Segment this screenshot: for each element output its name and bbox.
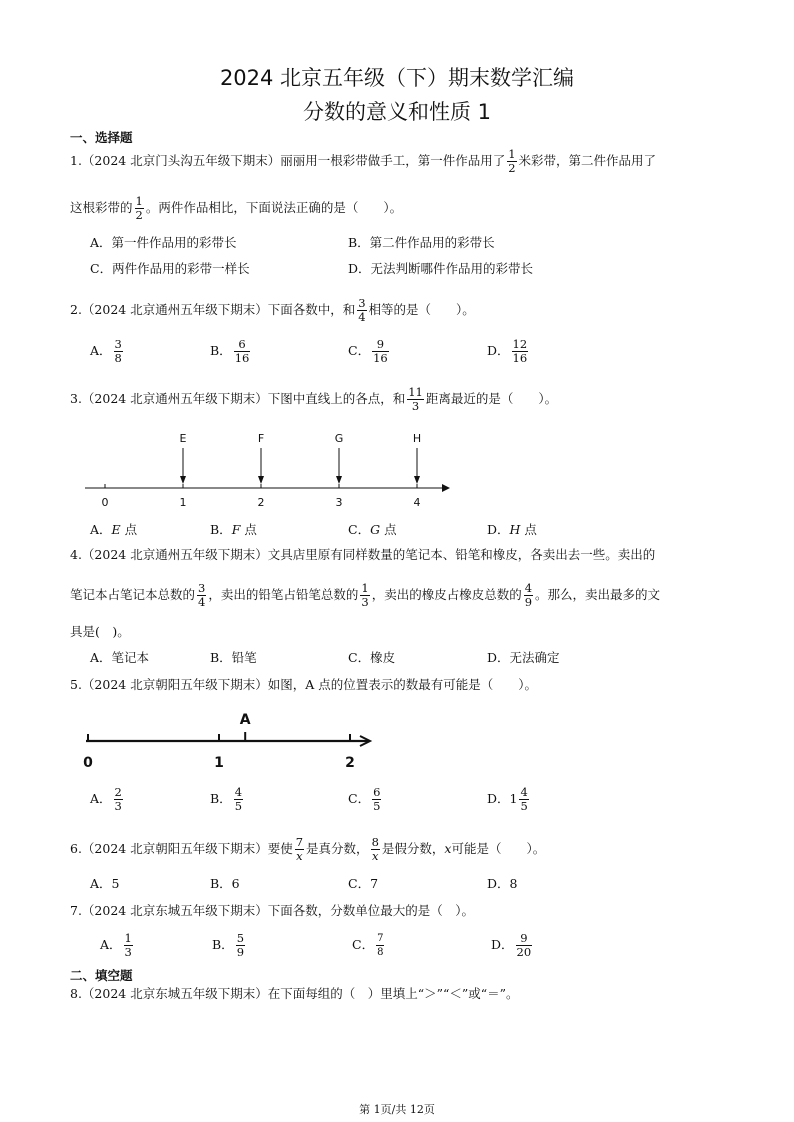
- q7-option-a[interactable]: A． $\frac{1}{3}$: [100, 931, 132, 959]
- question-2: 2.（2024 北京通州五年级下期末）下面各数中，和 $\frac{3}{4}$ 相等的是（ ）。: [70, 296, 475, 324]
- q6-option-d[interactable]: D．8: [487, 876, 518, 891]
- q3-tick-label: 4: [413, 496, 421, 509]
- question-4: 4.（2024 北京通州五年级下期末）文具店里原有同样数量的笔记本、铅笔和橡皮，各卖出去一些。卖出的: [70, 547, 656, 562]
- page-number: 第 1页/共 12页: [359, 1103, 435, 1116]
- q3-tick-label: 2: [257, 496, 265, 509]
- q2-option-b[interactable]: B． $\frac{6}{16}$: [210, 337, 250, 365]
- q2-option-d[interactable]: D． $\frac{12}{16}$: [487, 337, 528, 365]
- section-heading-fill: 二、填空题: [70, 968, 133, 983]
- q1-option-b[interactable]: B．第二件作品用的彩带长: [348, 235, 495, 250]
- q4-option-d[interactable]: D．无法确定: [487, 650, 560, 665]
- q6-option-a[interactable]: A．5: [90, 876, 120, 891]
- fraction: $\frac{11}{3}$: [408, 385, 423, 413]
- q5-option-b[interactable]: B． $\frac{4}{5}$: [210, 785, 243, 813]
- q3-arrow-head: [336, 476, 342, 484]
- question-8: 8.（2024 北京东城五年级下期末）在下面每组的（ ）里填上“＞”“＜”或“＝”。: [70, 986, 519, 1001]
- question-1-line-2: 这根彩带的 $\frac{1}{2}$ 。两件作品相比，下面说法正确的是（ ）。: [70, 194, 403, 222]
- q2-option-a[interactable]: A． $\frac{3}{8}$: [90, 337, 122, 365]
- q3-number-line: [80, 426, 450, 516]
- q3-point-label: E: [179, 432, 187, 445]
- section-heading-choice: 一、选择题: [70, 130, 133, 145]
- q7-option-d[interactable]: D． $\frac{9}{20}$: [491, 931, 532, 959]
- q3-tick-label: 3: [335, 496, 343, 509]
- q1-option-d[interactable]: D．无法判断哪件作品用的彩带长: [348, 261, 534, 276]
- q5-option-a[interactable]: A． $\frac{2}{3}$: [90, 785, 122, 813]
- q3-point-label: F: [257, 432, 265, 445]
- page-title: 2024 北京五年级（下）期末数学汇编: [219, 66, 575, 90]
- q5-option-c[interactable]: C． $\frac{6}{5}$: [348, 785, 381, 813]
- question-4-line-3: 具是( )。: [70, 624, 130, 639]
- q3-tick-label: 1: [179, 496, 187, 509]
- q5-tick-label: 1: [214, 755, 224, 771]
- q3-option-a[interactable]: A．E 点: [90, 522, 138, 537]
- q3-arrow-head: [414, 476, 420, 484]
- q3-option-d[interactable]: D．H 点: [487, 522, 537, 537]
- question-6: 6.（2024 北京朝阳五年级下期末）要使 $\frac{7}{x}$ 是真分数， $\frac{8}{x}$ 是假分数，x可能是（ ）。: [70, 835, 546, 863]
- q5-number-line: [78, 706, 378, 776]
- q1-option-c[interactable]: C．两件作品用的彩带一样长: [90, 261, 250, 276]
- question-3: 3.（2024 北京通州五年级下期末）下图中直线上的各点，和 $\frac{11}{3}$ 距离最近的是（ ）。: [70, 385, 558, 413]
- q3-point-label: H: [412, 432, 422, 445]
- q5-option-d[interactable]: D．1 $\frac{4}{5}$: [487, 785, 528, 813]
- q3-option-c[interactable]: C．G 点: [348, 522, 397, 537]
- q4-option-a[interactable]: A．笔记本: [90, 650, 150, 665]
- q6-option-b[interactable]: B．6: [210, 876, 240, 891]
- fraction: $\frac{1}{2}$: [135, 194, 143, 222]
- page-subtitle: 分数的意义和性质 1: [302, 100, 492, 124]
- q2-option-c[interactable]: C． $\frac{9}{16}$: [348, 337, 388, 365]
- question-5: 5.（2024 北京朝阳五年级下期末）如图，A 点的位置表示的数最有可能是（ ）。: [70, 677, 537, 692]
- question-7: 7.（2024 北京东城五年级下期末）下面各数，分数单位最大的是（ ）。: [70, 903, 474, 918]
- fraction: $\frac{1}{2}$: [508, 147, 516, 175]
- question-1: 1.（2024 北京门头沟五年级下期末）丽丽用一根彩带做手工，第一件作品用了 $\frac{1}{2}$ 米彩带，第二件作品用了: [70, 147, 657, 175]
- q4-option-c[interactable]: C．橡皮: [348, 650, 396, 665]
- q5-tick-label: 0: [83, 755, 93, 771]
- q1-option-a[interactable]: A．第一件作品用的彩带长: [90, 235, 237, 250]
- q7-option-b[interactable]: B． $\frac{5}{9}$: [212, 931, 245, 959]
- q6-option-c[interactable]: C．7: [348, 876, 379, 891]
- q3-arrow-head: [180, 476, 186, 484]
- q4-option-b[interactable]: B．铅笔: [210, 650, 257, 665]
- q3-point-label: G: [334, 432, 344, 445]
- question-4-line-2: 笔记本占笔记本总数的 $\frac{3}{4}$ ，卖出的铅笔占铅笔总数的 $\frac{1}{3}$ ，卖出的橡皮占橡皮总数的 $\frac{4}{9}$ 。那么，卖出最多的文: [70, 581, 661, 609]
- q5-tick-label: 2: [345, 755, 355, 771]
- q7-option-c[interactable]: C． $\frac{7}{8}$: [352, 933, 384, 958]
- fraction: $\frac{3}{4}$: [358, 296, 366, 324]
- q3-arrow-head: [258, 476, 264, 484]
- q3-tick-label: 0: [101, 496, 109, 509]
- q5-point-label: A: [239, 712, 251, 728]
- q3-option-b[interactable]: B．F 点: [210, 522, 257, 537]
